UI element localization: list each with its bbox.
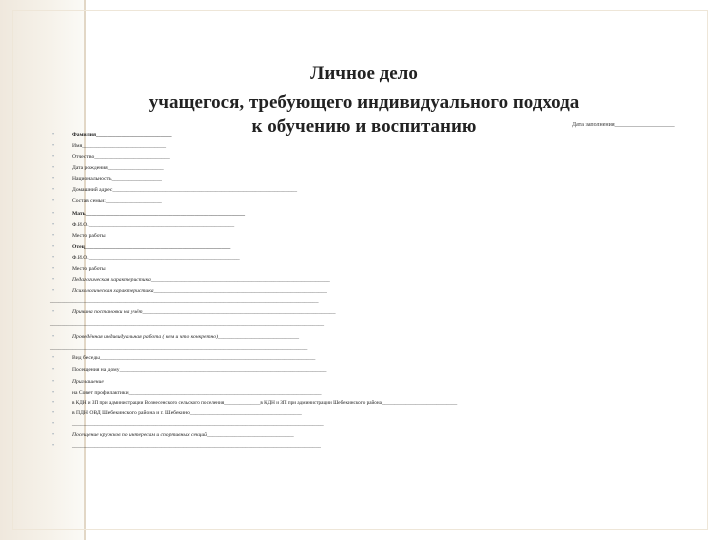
page-title-line-3: к обучению и воспитанию [251,116,477,137]
bullet-icon: • [52,143,55,149]
fill-date-label: Дата заполнения____________________ [572,122,675,128]
field-nationality: Национальность__________________ [72,176,162,182]
field-conversation-type: Вид беседы_____________________________________________________________________________ [72,355,316,361]
bullet-icon: • [52,154,55,160]
field-psychological-continued: ________________________________________________________________________________________________ [50,298,319,304]
bullet-icon: • [52,355,55,361]
field-kdn-zp: в КДН и ЗП при администрации Вознесенского сельского поселения______________в КДН и ЗП при администрации Шебекинского района_____________________________ [72,400,458,406]
slide-frame [12,10,708,530]
bullet-icon: • [52,187,55,193]
field-mother-work: Место работы [72,233,106,239]
field-father-name: Ф.И.О.______________________________________________________ [72,255,240,261]
bullet-icon: • [52,443,55,449]
bullet-icon: • [52,379,55,385]
field-individual-work: Проведённая индивидуальная работа ( кем и что конкретно)_____________________________ [72,334,300,340]
bullet-icon: • [52,309,55,315]
field-patronymic: Отчество___________________________ [72,154,170,160]
field-birth-date: Дата рождения____________________ [72,165,164,171]
bullet-icon: • [52,421,55,427]
bullet-icon: • [52,222,55,228]
field-registration-reason: Причина постановки на учёт_____________________________________________________________________ [72,309,336,315]
bullet-icon: • [52,233,55,239]
field-individual-work-continued: ____________________________________________________________________________________________ [50,345,308,351]
page-title-line-1: Личное дело [310,63,418,84]
field-family: Состав семьи:____________________ [72,198,162,204]
field-pedagogical: Педагогическая характеристика________________________________________________________________ [72,277,330,283]
field-psychological: Психологическая характеристика______________________________________________________________ [72,288,327,294]
field-clubs-sections-continued: _________________________________________________________________________________________ [72,443,321,449]
bullet-icon: • [52,211,55,217]
field-mother-name: Ф.И.О.____________________________________________________ [72,222,235,228]
bullet-icon: • [52,176,55,182]
field-father: Отец____________________________________________________ [72,244,231,250]
bullet-icon: • [52,132,55,138]
field-father-work: Место работы [72,266,106,272]
bullet-icon: • [52,198,55,204]
field-invitation: Приглашение [72,379,104,385]
bullet-icon: • [52,432,55,438]
bullet-icon: • [52,255,55,261]
field-mother: Мать_________________________________________________________ [72,211,246,217]
field-name: Имя______________________________ [72,143,167,149]
field-home-address: Домашний адрес__________________________________________________________________ [72,187,298,193]
field-blank-line: __________________________________________________________________________________________ [72,421,324,427]
bullet-icon: • [52,367,55,373]
field-pdn-ovd: в ПДН ОВД Шебекинского района и г. Шебекино________________________________________ [72,410,302,416]
bullet-icon: • [52,400,55,406]
field-prevention-council: на Совет профилактики_____________________________________________________________________ [72,390,322,396]
bullet-icon: • [52,288,55,294]
field-surname: Фамилия___________________________ [72,132,172,138]
bullet-icon: • [52,165,55,171]
bullet-icon: • [52,410,55,416]
field-registration-reason-continued: __________________________________________________________________________________________________ [50,321,325,327]
page-title-line-2: учащегося, требующего индивидуального подхода [148,92,580,113]
bullet-icon: • [52,277,55,283]
bullet-icon: • [52,334,55,340]
bullet-icon: • [52,390,55,396]
bullet-icon: • [52,244,55,250]
bullet-icon: • [52,266,55,272]
field-home-visits: Посещения на дому__________________________________________________________________________ [72,367,327,373]
field-clubs-sections: Посещение кружков по интересам и спортивных секций_______________________________ [72,432,294,438]
